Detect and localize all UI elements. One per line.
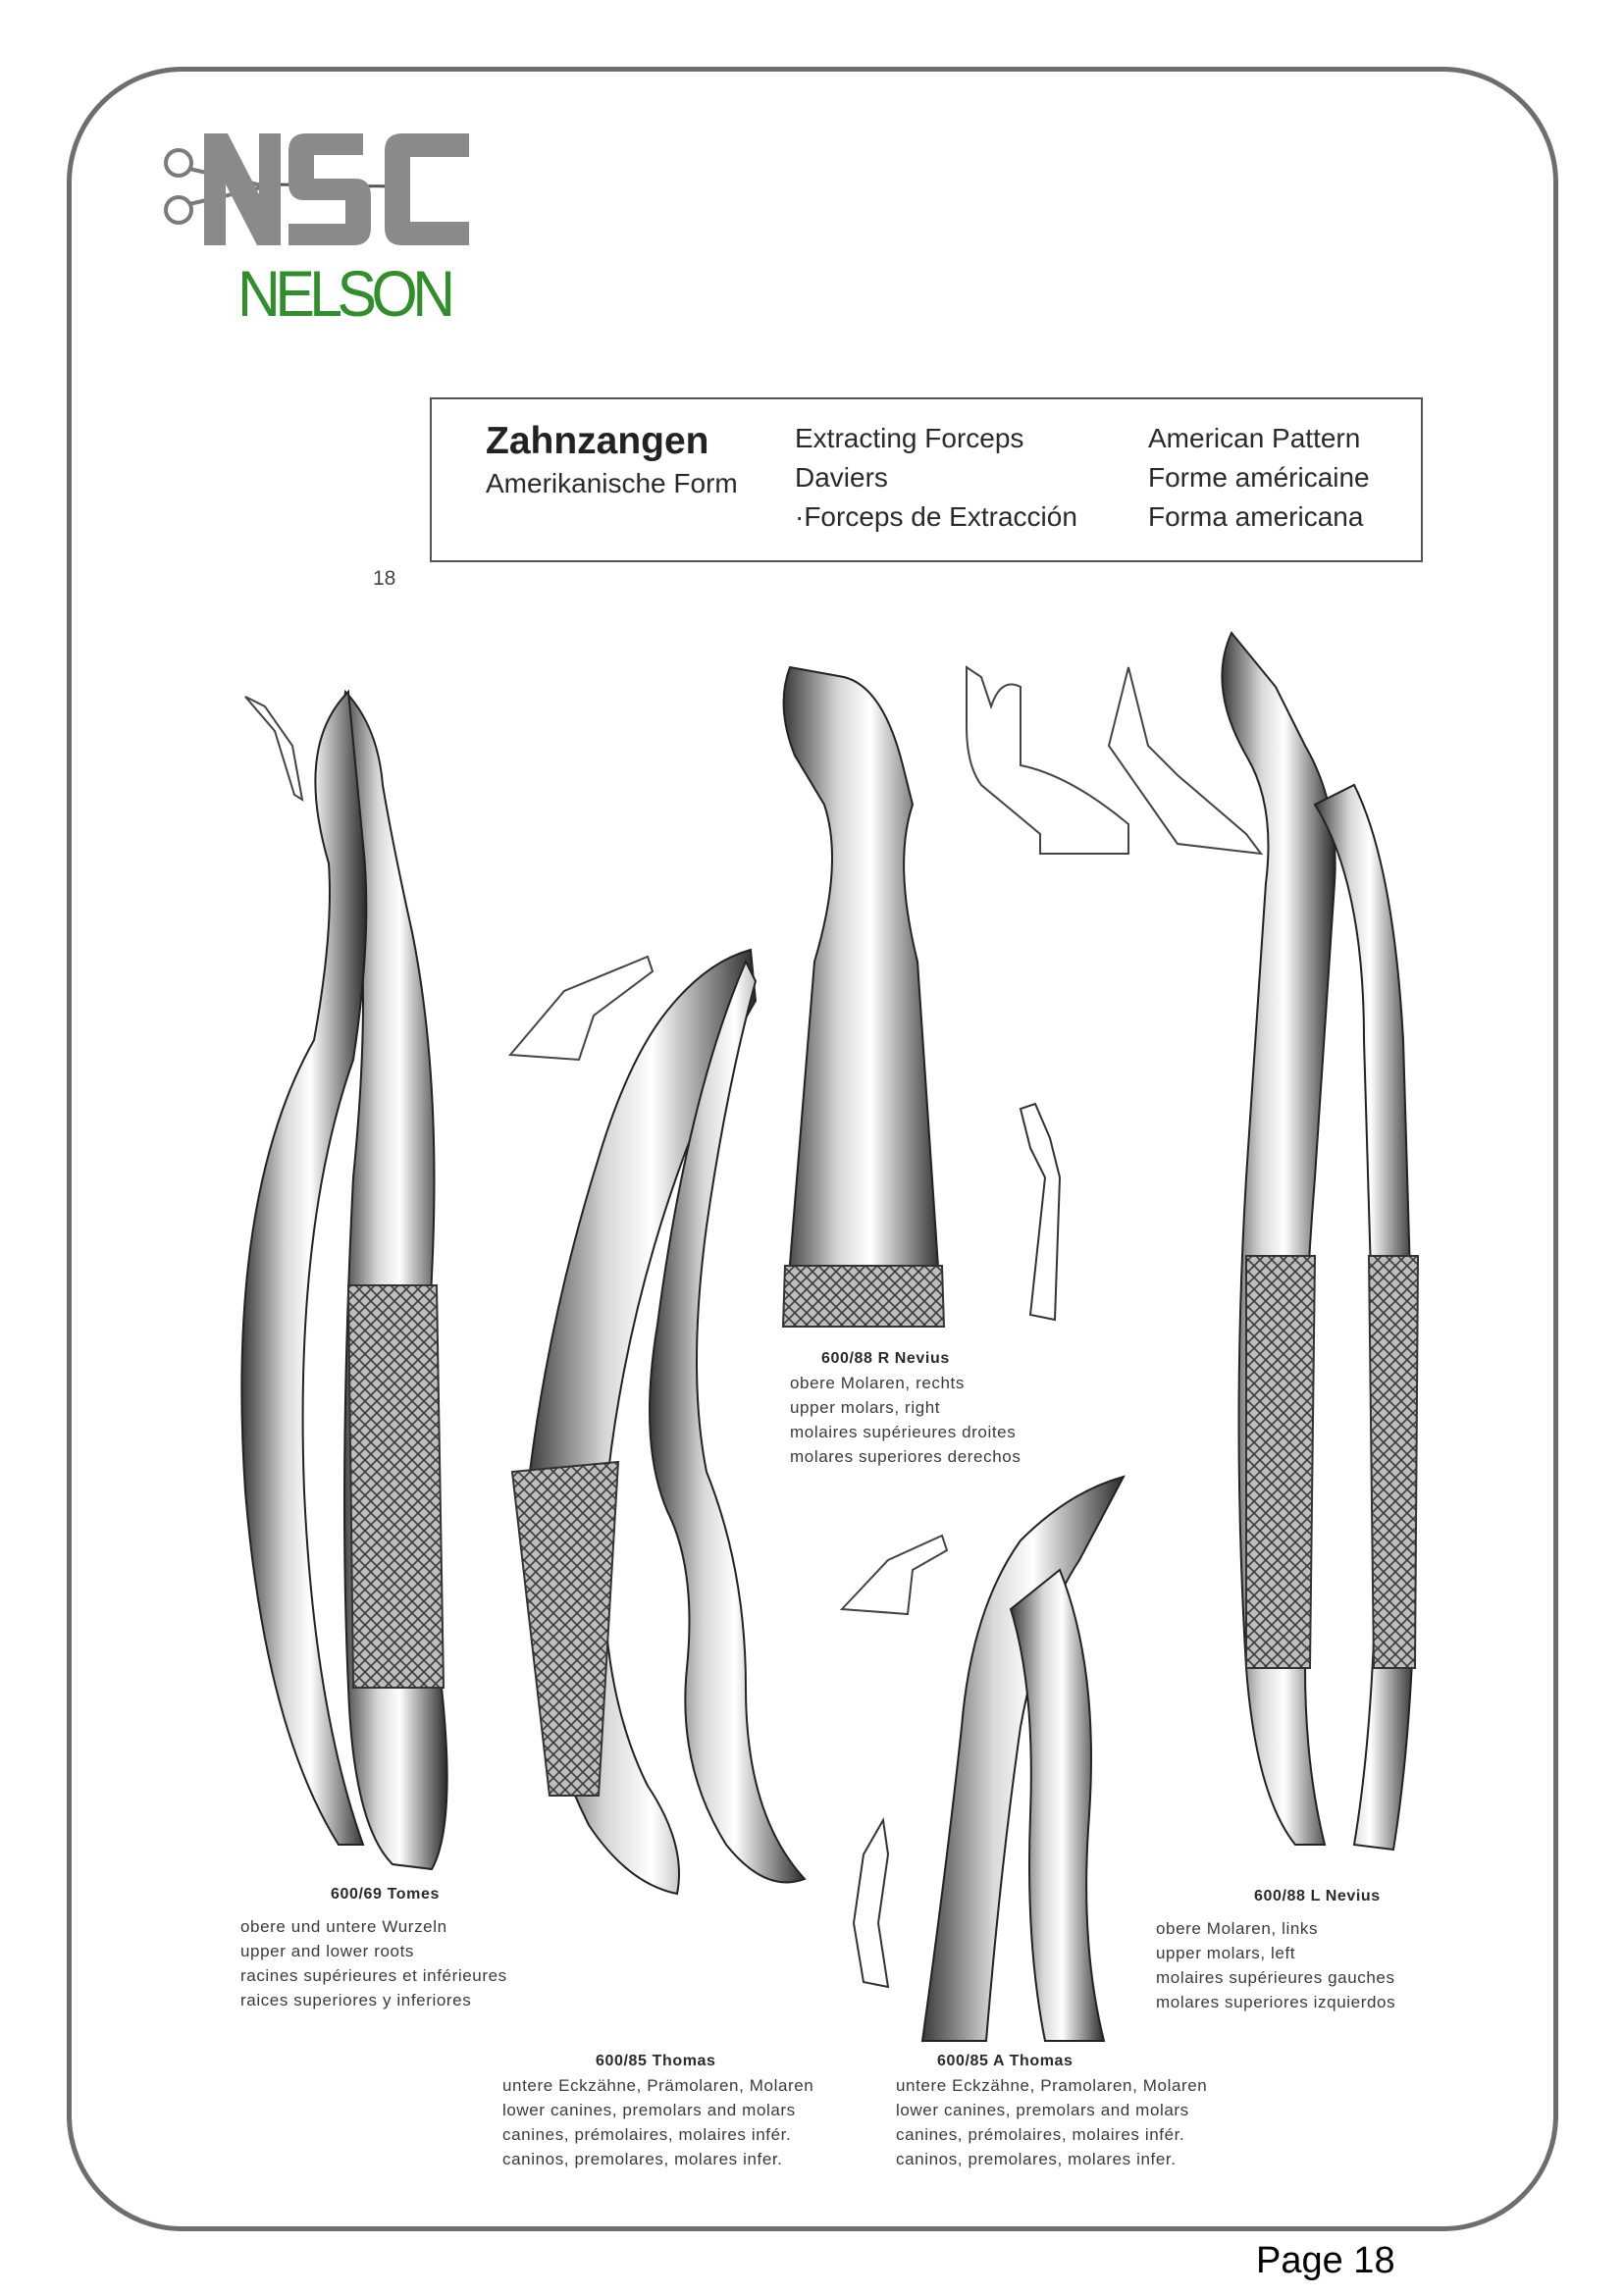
page-label: Page 18 <box>1256 2240 1395 2281</box>
caption-thomas <box>502 2049 813 2171</box>
caption-line: obere und untere Wurzeln <box>240 1917 447 1936</box>
caption-line: obere Molaren, links <box>1156 1919 1319 1938</box>
caption-line: untere Eckzähne, Prämolaren, Molaren <box>502 2076 814 2095</box>
caption-nevius-right <box>790 1346 1021 1469</box>
caption-line: lower canines, premolars and molars <box>502 2101 796 2119</box>
caption-line: canines, prémolaires, molaires infér. <box>896 2125 1185 2144</box>
pattern-fr: Forme américaine <box>1148 462 1370 493</box>
forceps-thomas <box>510 950 805 1894</box>
caption-line: molares superiores izquierdos <box>1156 1993 1396 2011</box>
product-code: 600/88 R Nevius <box>821 1350 950 1367</box>
caption-line: raices superiores y inferiores <box>240 1991 472 2009</box>
product-code: 600/85 A Thomas <box>937 2053 1074 2069</box>
product-code: 600/88 L Nevius <box>1254 1888 1381 1905</box>
title-es: ·Forceps de Extracción <box>795 501 1077 532</box>
caption-line: untere Eckzähne, Pramolaren, Molaren <box>896 2076 1208 2095</box>
title-en-sub: Daviers <box>795 462 888 493</box>
caption-line: upper molars, left <box>1156 1944 1296 1962</box>
title-en: Extracting Forceps <box>795 423 1024 453</box>
pattern-es: Forma americana <box>1148 501 1364 532</box>
caption-line: molaires supérieures gauches <box>1156 1968 1395 1987</box>
forceps-nevius-left <box>1222 633 1418 1850</box>
product-code: 600/69 Tomes <box>331 1886 440 1903</box>
forceps-thomas-a <box>842 1477 1124 2041</box>
caption-tomes <box>240 1882 507 2012</box>
caption-line: canines, prémolaires, molaires infér. <box>502 2125 792 2144</box>
catalog-page-number: 18 <box>373 567 396 590</box>
pattern-en: American Pattern <box>1148 423 1361 453</box>
caption-line: molaires supérieures droites <box>790 1423 1017 1441</box>
forceps-nevius-right <box>783 667 1261 1327</box>
caption-line: upper molars, right <box>790 1398 941 1417</box>
caption-thomas-a <box>896 2049 1207 2171</box>
product-code: 600/85 Thomas <box>596 2053 716 2069</box>
forceps-tomes <box>241 692 446 1869</box>
title-de: Zahnzangen <box>486 420 709 462</box>
caption-line: caninos, premolares, molares infer. <box>896 2150 1177 2168</box>
caption-line: racines supérieures et inférieures <box>240 1966 507 1985</box>
subtitle-de: Amerikanische Form <box>486 468 738 498</box>
caption-line: lower canines, premolars and molars <box>896 2101 1189 2119</box>
brand-name: NELSON <box>237 257 450 330</box>
caption-nevius-left <box>1156 1884 1395 2014</box>
caption-line: caninos, premolares, molares infer. <box>502 2150 783 2168</box>
caption-line: molares superiores derechos <box>790 1447 1022 1466</box>
caption-line: obere Molaren, rechts <box>790 1374 965 1392</box>
caption-line: upper and lower roots <box>240 1942 415 1960</box>
